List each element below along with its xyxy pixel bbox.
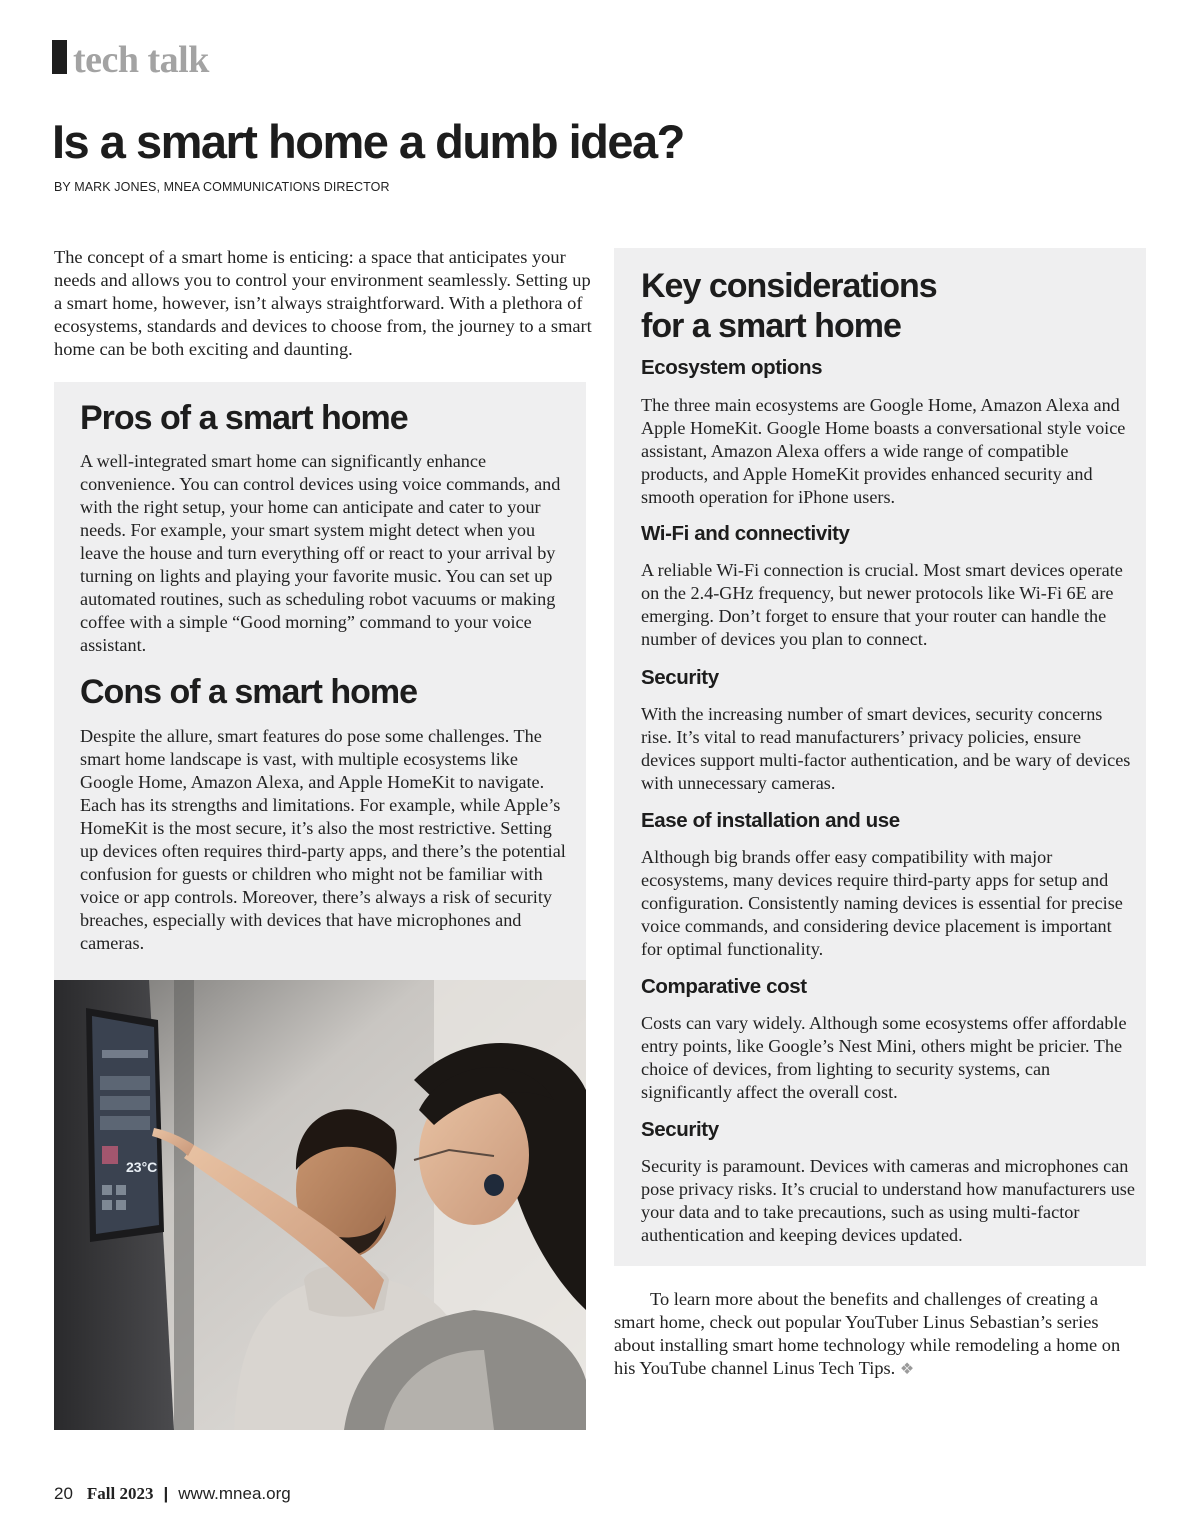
subheading-ease-of-installation: Ease of installation and use	[641, 809, 900, 832]
section-tag-bar	[52, 40, 67, 74]
end-mark-icon: ❖	[899, 1361, 915, 1378]
closing-text: To learn more about the benefits and challenges of creating a smart home, check out popular YouTuber Linus Sebastian’s series about installing smart home technology while remodeling a home on his YouTube channel Linus Tech Tips.	[614, 1289, 1121, 1378]
pros-body: A well-integrated smart home can significantly enhance convenience. You can control devices using voice commands, and with the right setup, your home can anticipate and cater to your needs. For example, your smart system might detect when you leave the house and turn everything off or react to your arrival by turning on lights and playing your favorite music. You can set up automated routines, such as scheduling robot vacuums or making coffee with a simple “Good morning” command to your voice assistant.	[80, 451, 561, 655]
title-line-2: for a smart home	[641, 307, 901, 345]
intro-paragraph: The concept of a smart home is enticing: a space that anticipates your needs and allows you to control your environment seamlessly. Setting up a smart home, however, isn’t always straightforward. With a plethora of ecosystems, standards and devices to choose from, the journey to a smart home can be both exciting and daunting.	[54, 247, 592, 359]
body-comparative-cost: Costs can vary widely. Although some ecosystems offer affordable entry points, like Google’s Nest Mini, others might be pricier. The choice of devices, from lighting to security systems, can significantly affect the overall cost.	[641, 1013, 1127, 1102]
key-considerations-box	[614, 248, 1146, 1266]
smart-home-photo	[54, 980, 586, 1430]
section-label: tech talk	[73, 39, 209, 81]
wall-panel-device	[86, 1008, 164, 1242]
pros-cons-box	[54, 382, 586, 980]
subheading-security-1: Security	[641, 666, 719, 689]
subheading-comparative-cost: Comparative cost	[641, 975, 807, 998]
subheading-wifi-connectivity: Wi-Fi and connectivity	[641, 522, 850, 545]
body-security-2: Security is paramount. Devices with cameras and microphones can pose privacy risks. It’s crucial to understand how manufacturers use your data and to take precautions, such as using multi-factor authentication and keeping devices updated.	[641, 1156, 1135, 1245]
title-line-1: Key considerations	[641, 267, 937, 305]
page-footer	[54, 1484, 291, 1504]
headline: Is a smart home a dumb idea?	[52, 115, 684, 168]
section-tag	[52, 38, 209, 81]
subheading-ecosystem-options: Ecosystem options	[641, 356, 823, 379]
body-ecosystem-options: The three main ecosystems are Google Home, Amazon Alexa and Apple HomeKit. Google Home boasts a conversational style voice assistant, Amazon Alexa offers a wide range of compatible products, and Apple HomeKit provides enhanced security and smooth operation for iPhone users.	[641, 395, 1126, 507]
page-number: 20	[54, 1484, 73, 1503]
thermostat-reading: 23°C	[126, 1159, 158, 1175]
issue-label: Fall 2023	[86, 1484, 154, 1503]
website-url: www.mnea.org	[178, 1484, 291, 1503]
footer-separator: |	[163, 1484, 169, 1503]
body-security-1: With the increasing number of smart devices, security concerns rise. It’s vital to read manufacturers’ privacy policies, ensure devices support multi-factor authentication, and be wary of devices with unnecessary cameras.	[641, 704, 1131, 793]
pros-heading: Pros of a smart home	[80, 399, 408, 437]
byline: BY MARK JONES, MNEA COMMUNICATIONS DIRECTOR	[54, 180, 390, 194]
body-wifi-connectivity: A reliable Wi-Fi connection is crucial. Most smart devices operate on the 2.4-GHz frequency, but newer protocols like Wi-Fi 6E are emerging. Don’t forget to ensure that your router can handle the number of devices you plan to connect.	[641, 560, 1123, 649]
subheading-security-2: Security	[641, 1118, 719, 1141]
key-considerations-title	[641, 266, 937, 346]
closing-paragraph	[614, 1288, 1138, 1381]
body-ease-of-installation: Although big brands offer easy compatibility with major ecosystems, many devices require third-party apps for setup and configuration. Consistently naming devices is essential for precise voice commands, and considering device placement is important for optimal functionality.	[641, 847, 1123, 959]
cons-body: Despite the allure, smart features do pose some challenges. The smart home landscape is vast, with multiple ecosystems like Google Home, Amazon Alexa, and Apple HomeKit to navigate. Each has its strengths and limitations. For example, while Apple’s HomeKit is the most secure, it’s also the most restrictive. Setting up devices often requires third-party apps, and there’s the potential confusion for guests or children who might not be familiar with voice or app controls. Moreover, there’s always a risk of security breaches, especially with devices that have microphones and cameras.	[80, 726, 566, 953]
cons-heading: Cons of a smart home	[80, 673, 418, 711]
